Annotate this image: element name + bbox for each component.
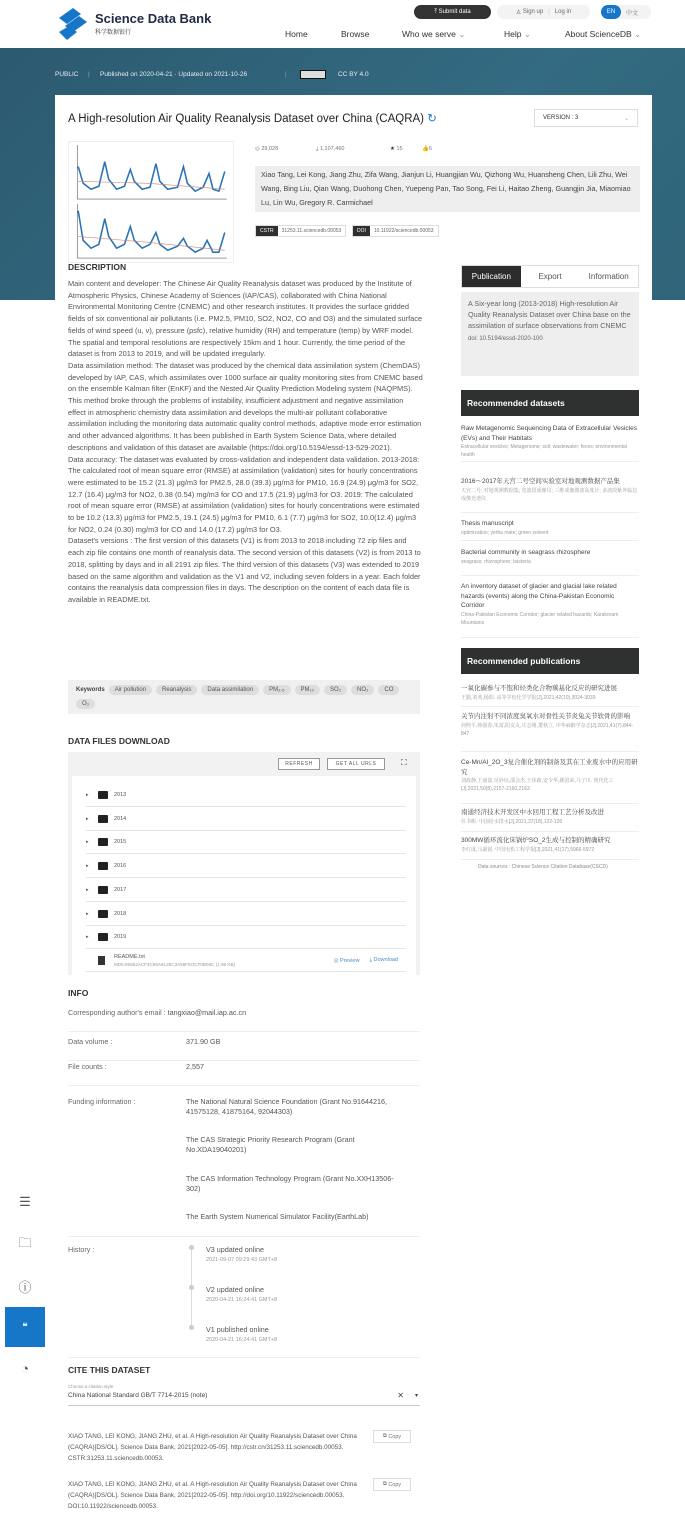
recommended-dataset[interactable] [461, 519, 639, 541]
file-browser [68, 752, 420, 975]
item-tags: Extracellular vesicles; Metagenome; soil; wastewater; feces; environmental health [461, 444, 627, 458]
side-nav-description[interactable] [5, 1182, 45, 1222]
info-icon: ⓘ [18, 1279, 32, 1295]
login-link[interactable]: Log in [554, 9, 572, 15]
item-title: An inventory dataset of glacier and glacial lake related hazards (events) along the China-Pakistan Economic Corridor [461, 583, 617, 609]
side-nav-stats[interactable] [5, 1348, 45, 1388]
file-icon [98, 956, 105, 965]
keyword-tag[interactable]: CO [378, 685, 399, 695]
star-count: 15 [396, 146, 403, 152]
user-icon: ♙ [515, 9, 523, 16]
copy-button[interactable] [373, 1478, 411, 1491]
logo-subtitle: 科学数据银行 [95, 30, 132, 36]
history-row [68, 1245, 420, 1358]
history-time: 2020-04-21 16:24:41 GMT+8 [206, 1337, 278, 1343]
dataset-title [68, 111, 437, 125]
expand-caret-icon[interactable]: ▸ [86, 792, 89, 798]
item-title: Raw Metagenomic Sequencing Data of Extracellular Vesicles (EVs) and Their Habitats [461, 425, 637, 442]
keywords-label: Keywords [76, 686, 105, 693]
clear-icon[interactable]: ✕ [397, 1391, 404, 1400]
folder-icon [98, 815, 108, 823]
fullscreen-icon[interactable]: ⛶ [401, 758, 407, 767]
refresh-icon[interactable]: ↻ [427, 113, 437, 125]
folder-icon [98, 910, 108, 918]
recommended-publications-heading: Recommended publications [461, 648, 639, 674]
funding-item: The National Natural Science Foundation (Grant No.91644216, 41575128, 41875164, 92044303) [186, 1097, 387, 1116]
folder-icon: 🗀 [18, 1235, 32, 1250]
tab-information[interactable]: Information [588, 272, 629, 281]
item-title: 一氧化碳参与不饱和烃类化合物羰基化反应的研究进展 [461, 685, 617, 692]
citation-style-select[interactable] [68, 1392, 420, 1406]
dataset-thumbnail [68, 141, 234, 263]
nav-browse[interactable]: Browse [341, 29, 370, 39]
downloads-stat [316, 146, 344, 153]
divider: | [285, 71, 287, 78]
timeline-dot [189, 1245, 194, 1250]
volume-row [68, 1037, 420, 1061]
recommended-datasets-heading: Recommended datasets [461, 390, 639, 416]
item-title: 关节内注射不同浓度臭氧水对骨性关节炎兔关节软骨的影响 [461, 713, 630, 720]
copy-label: Copy [388, 1481, 402, 1488]
email-label: Corresponding author's email : [68, 1008, 166, 1017]
nav-who-we-serve[interactable] [402, 29, 465, 40]
item-title: 300MW循环流化床锅炉SO_2生成与控制的精确研究 [461, 837, 611, 844]
folder-row[interactable] [86, 903, 406, 926]
timeline-dot [189, 1325, 194, 1330]
keyword-tag[interactable]: Data assimilation [201, 685, 259, 695]
chevron-down-icon: ⌄ [623, 116, 629, 122]
logo-text[interactable]: Science Data Bank [95, 11, 212, 26]
timeline-dot [189, 1285, 194, 1290]
description-heading: DESCRIPTION [68, 262, 127, 272]
caret-down-icon[interactable]: ▾ [414, 1393, 418, 1399]
chevron-down-icon: ⌄ [521, 29, 531, 39]
eye-icon: ◎ [255, 146, 262, 152]
preview-label: Preview [340, 957, 360, 964]
folder-icon [98, 791, 108, 799]
publication-title[interactable]: A Six-year long (2013-2018) High-resolution Air Quality Reanalysis Dataset over China base on the assimilation of surface observations from CNEMC [468, 299, 631, 330]
count-label: File counts : [68, 1062, 107, 1071]
citation-style-label: Choose a citation style [68, 1384, 114, 1389]
downloads-count: 1,107,460 [319, 146, 345, 152]
keyword-tag[interactable]: SO₂ [324, 685, 347, 695]
right-tabs [461, 265, 639, 288]
description-paragraph: Dataset's versions : The first version of this datasets (V1) is from 2013 to 2018 including 72 zip files and each zip file contains one month of reanalysis data. The second version of this datasets (V2) is from 2013 to 2018, splitting by days and in all 2191 zip files. The third version of this datasets (V3) was extended to 2019 based on the same algorithm and validation as the V1 and V2, including seven folders in a year. Each folder contains the reanalysis data compression files in days. The description on the content of each data file is available in README.txt. [68, 536, 421, 604]
expand-caret-icon[interactable]: ▸ [86, 887, 89, 893]
access-status: PUBLIC [55, 71, 79, 78]
side-nav-info[interactable] [5, 1266, 45, 1306]
language-switch [601, 5, 651, 19]
funding-item: The CAS Information Technology Program (Grant No.XXH13506-302) [186, 1174, 394, 1193]
expand-caret-icon[interactable]: ▸ [86, 911, 89, 917]
history-label: History : [68, 1245, 95, 1254]
folder-name: 2019 [114, 934, 127, 940]
nav-home[interactable]: Home [285, 29, 308, 39]
folder-row[interactable] [86, 926, 406, 949]
thumbs-up-icon: 👍 [422, 146, 429, 152]
recommended-publication[interactable] [461, 712, 639, 752]
volume-value: 371.90 GB [186, 1037, 221, 1046]
description-paragraph: Data accuracy: The dataset was evaluated by cross-validation and independent data validation. 2013-2018: The calculated root of mean square error (RMSE) at assimilation (validation) sites for hourly concentrations were estimated to be 15.2 (21.3) μg/m3 for PM2.5, 28.0 (39.3) μg/m3 for PM10, 16.9 (24.9) μg/m3 for SO2, 12.7 (16.4) μg/m3 for NO2, 0.38 (0.54) mg/m3 for CO and 17.5 (21.9) μg/m3 for O3. 2019: The calculated root of mean square error (RMSE) at assimilation (validation) sites for hourly concentrations were estimated to be 10.2 (13.3) μg/m3 for PM2.5, 19.1 (24.5) μg/m3 for PM10, 6.1 (7.7) μg/m3 for SO2, 10.0(12.4) μg/m3 for NO2, 0.24 (0.30) mg/m3 for CO and 14.0 (17.2) μg/m3 for O3. [68, 454, 420, 534]
author-list[interactable]: Xiao Tang, Lei Kong, Jiang Zhu, Zifa Wang, Jianjun Li, Huangjian Wu, Qizhong Wu, Huansheng Chen, Lili Zhu, Wei Wang, Bing Liu, Qian Wang, Duohong Chen, Yuepeng Pan, Tao Song, Fei Li, Haitao Zheng, Guangjin Jia, Miaomiao Lu, Lin Wu, Gregory R. Carmichael [255, 166, 640, 212]
keyword-tag[interactable]: Reanalysis [156, 685, 197, 695]
history-time: 2020-04-21 16:24:41 GMT+8 [206, 1297, 278, 1303]
upload-icon: ⤒ [434, 8, 439, 15]
side-nav-files[interactable] [5, 1225, 45, 1265]
recommended-publication[interactable] [461, 836, 639, 860]
count-row [68, 1062, 420, 1086]
folder-icon [98, 862, 108, 870]
cstr-badge[interactable] [255, 225, 346, 237]
like-count: 6 [428, 146, 432, 152]
license-label[interactable]: CC BY 4.0 [338, 71, 369, 78]
folder-icon [98, 838, 108, 846]
expand-caret-icon[interactable]: ▸ [86, 839, 89, 845]
nav-about[interactable] [565, 29, 641, 40]
folder-name: 2016 [114, 863, 127, 869]
download-link[interactable]: ⤓ Download [369, 957, 398, 963]
volume-label: Data volume : [68, 1037, 113, 1046]
get-all-urls-button[interactable]: GET ALL URLS [327, 758, 385, 770]
recommended-publication[interactable] [461, 758, 639, 804]
pie-chart-icon: ◔ [21, 1360, 29, 1376]
item-tags: optimization; yerba mate; green solvent [461, 529, 549, 536]
count-value: 2,557 [186, 1062, 204, 1071]
like-button[interactable] [422, 146, 432, 152]
folder-icon [98, 933, 108, 941]
history-item [190, 1325, 277, 1343]
folder-row[interactable] [86, 784, 406, 807]
description-text [68, 278, 423, 606]
citation-style-value: China National Standard GB/T 7714-2015 (note) [68, 1392, 208, 1399]
doi-label: DOI [353, 226, 370, 236]
item-tags: 天宫二号; 对地观测数据集; 宽波段成像仪; 三维成像微波高度计; 多波段紫外临边成像光谱仪 [461, 487, 638, 502]
submit-data-button[interactable] [414, 5, 491, 19]
file-toolbar [68, 752, 420, 776]
item-title: 南通经济技术开发区中水回用工程工艺分析及改进 [461, 809, 604, 816]
recommended-dataset[interactable] [461, 548, 639, 576]
publish-dates: Published on 2020-04-21 · Updated on 2021-10-26 [100, 71, 248, 78]
recommended-dataset[interactable] [461, 477, 639, 513]
folder-row[interactable] [86, 808, 406, 831]
keyword-tag[interactable]: NO₂ [351, 685, 374, 695]
copy-icon: ⧉ [382, 1481, 389, 1487]
lang-en[interactable]: EN [601, 5, 621, 19]
version-select[interactable] [534, 109, 638, 127]
folder-row[interactable] [86, 855, 406, 878]
history-title: V3 updated online [206, 1245, 264, 1254]
quote-icon: ❝ [22, 1321, 28, 1333]
file-list [72, 776, 416, 975]
history-item [190, 1245, 277, 1263]
lang-zh[interactable]: 中文 [626, 10, 639, 17]
description-paragraph: Main content and developer: The Chinese Air Quality Reanalysis dataset was produced by the Institute of Atmospheric Physics, Chinese Academy of Sciences (IAP/CAS), collaborated with China National Environmental Monitoring Centre (CNEMC) and other research institutes. It provides the surface gridded fields of six conventional air pollutants (i.e. PM2.5, PM10, SO2, NO2, CO and O3) and the simulated surface fields of wind speed (u, v), pressure (psfc), relative humidity (RH) and temperature (temp) by WRF model. The spatial and temporal resolutions are respectively 15km and 1 hour. Currently, the time period of the dataset is from 2013 to 2019, and will be updated irregularly. [68, 279, 423, 359]
nav-label: Help [504, 29, 522, 39]
expand-caret-icon[interactable]: ▸ [86, 934, 89, 940]
chevron-down-icon: ⌄ [631, 29, 642, 39]
info-heading: INFO [68, 988, 89, 998]
star-button[interactable] [390, 146, 403, 152]
copy-label: Copy [388, 1433, 402, 1440]
folder-name: 2017 [114, 887, 127, 893]
tab-export[interactable]: Export [538, 272, 562, 281]
recommended-publication[interactable] [461, 684, 639, 707]
funding-item: The Earth System Numerical Simulator Facility(EarthLab) [186, 1212, 369, 1221]
description-paragraph: Data assimilation method: The dataset was produced by the chemical data assimilation system (ChemDAS) developed by IAP, CAS, which assimilates over 1000 surface air quality monitoring sites from CNEMC based on the ensemble Kalman filter (EnKF) and the Nested Air Quality Prediction Modeling system (NAQPMS). This method broke through the problems of instability, insufficient adjustment and negative assimilation effect in atmospheric chemistry data assimilation and develops the multi-air pollutant collaborative assimilation including the monitoring data automatic quality control methods, adaptive mode error estimation and other advanced algorithms. It has been published in Earth System Science Data, where detailed descriptions and validation of this dataset are available (https://doi.org/10.5194/essd-13-529-2021). [68, 360, 423, 452]
file-name: README.txt [114, 953, 145, 960]
nav-label: Who we serve [402, 29, 456, 39]
cc-license-icon[interactable] [300, 70, 326, 79]
folder-name: 2014 [114, 816, 127, 822]
citation-text: XIAO TANG, LEI KONG, JIANG ZHU, et al. A High-resolution Air Quality Reanalysis Dataset over China (CAQRA)[DS/OL]. Science Data Bank, 2021[2022-05-05]. http://cstr.cn/31253.11.sciencedb.00053. CSTR:31253.11.sciencedb.00053. [68, 1433, 357, 1462]
history-item [190, 1285, 277, 1303]
keyword-tag[interactable]: O₃ [76, 699, 95, 709]
download-icon: ⤓ [316, 146, 320, 152]
version-value: VERSION : 3 [543, 115, 579, 121]
file-row [86, 950, 406, 972]
item-tags: seagrass; rhizosphere; bacteria [461, 558, 531, 565]
folder-name: 2015 [114, 839, 127, 845]
folder-icon [98, 886, 108, 894]
doi-value: 10.11922/sciencedb.00053 [373, 228, 434, 234]
item-source: 何煦平,韩强春,朱富,阳友丸,庄志刚,董秋立. 中华麻醉学杂志[J],2021,41(7),844-847 [461, 722, 633, 737]
email-row [68, 1008, 420, 1032]
list-icon: ☰ [19, 1194, 31, 1209]
cite-heading: CITE THIS DATASET [68, 1365, 151, 1375]
folder-name: 2018 [114, 911, 127, 917]
item-tags: China-Pakistan Economic Corridor; glacier related hazards; Karakoram Mountains [461, 611, 619, 626]
folder-row[interactable] [86, 879, 406, 902]
nav-label: About ScienceDB [565, 29, 632, 39]
logo-icon [55, 6, 91, 42]
copy-button[interactable] [373, 1430, 411, 1443]
history-title: V1 published online [206, 1325, 269, 1334]
item-source: 李红成,马豪圆. 中国电机工程学报[J],2021,41(17),5966-5972 [461, 846, 595, 853]
tab-publication[interactable]: Publication [462, 266, 521, 287]
download-label: Download [373, 957, 398, 963]
views-count: 29,028 [261, 146, 279, 152]
funding-row [68, 1097, 420, 1237]
nav-help[interactable] [504, 29, 531, 40]
doi-badge[interactable] [352, 225, 439, 237]
keyword-tag[interactable]: Air pollution [109, 685, 152, 695]
item-title: 2016～2017年天宫二号空间实验室对地观测数据产品集 [461, 478, 620, 485]
funding-label: Funding information : [68, 1097, 136, 1106]
email-value[interactable]: tangxiao@mail.iap.ac.cn [167, 1008, 247, 1017]
keyword-tag[interactable]: PM₂.₅ [263, 685, 290, 695]
history-title: V2 updated online [206, 1285, 264, 1294]
funding-item: The CAS Strategic Priority Research Program (Grant No.XDA19040201) [186, 1135, 355, 1154]
data-source-note: Data sources : Chinese Science Citation Database(CSCD) [478, 864, 608, 870]
top-header [0, 0, 685, 48]
divider: | [88, 71, 90, 78]
item-source: 刘政静,王丽嘉,吴妙玩,邵会杰,王伟森,安少华,姚国荣,马子川. 现代化工[J],2021,50(8),2157-2160,2163 [461, 778, 614, 792]
signup-link[interactable]: Sign up [522, 9, 544, 15]
item-title: Thesis manuscript [461, 520, 514, 527]
folder-name: 2013 [114, 792, 127, 798]
keyword-tag[interactable]: PM₁₀ [295, 685, 321, 695]
file-md5: MD5:65852ACF3C65A8128C3A56F5OCF0B08C (1.98 KB) [114, 961, 236, 967]
side-nav-cite[interactable] [5, 1307, 45, 1347]
expand-caret-icon[interactable]: ▸ [86, 863, 89, 869]
auth-links: ♙ Sign up | Log in [497, 5, 590, 19]
citation-text: XIAO TANG, LEI KONG, JIANG ZHU, et al. A High-resolution Air Quality Reanalysis Dataset over China (CAQRA)[DS/OL]. Science Data Bank, 2021[2022-05-05]. http://doi.org/10.11922/sciencedb.00053. DOI:10.11922/sciencedb.00053. [68, 1481, 357, 1510]
publication-doi[interactable]: doi: 10.5194/essd-2020-100 [468, 336, 543, 342]
views-stat [255, 146, 278, 152]
cstr-value: 31253.11.sciencedb.00053 [281, 228, 342, 234]
recommended-dataset[interactable] [461, 582, 639, 638]
recommended-dataset[interactable] [461, 424, 639, 462]
title-text: A High-resolution Air Quality Reanalysis Dataset over China (CAQRA) [68, 113, 425, 125]
item-source: 任书彬. 中国给水排水[J],2021,37(18),122-126 [461, 818, 563, 825]
copy-icon: ⧉ [382, 1433, 389, 1439]
cstr-label: CSTR [256, 226, 278, 236]
keywords-box [68, 680, 420, 714]
recommended-publication[interactable] [461, 808, 639, 832]
expand-caret-icon[interactable]: ▸ [86, 816, 89, 822]
item-title: Bacterial community in seagrass rhizosphere [461, 549, 591, 556]
publication-box [461, 292, 639, 376]
preview-link[interactable]: ◎ Preview [333, 957, 360, 964]
chevron-down-icon: ⌄ [455, 29, 466, 39]
star-icon: ★ [390, 146, 397, 152]
submit-label: Submit data [438, 9, 471, 15]
item-title: Ce-Mn/Al_2O_3复合催化剂的制备及其在工业废水中的应用研究 [461, 759, 638, 776]
history-time: 2021-09-07 09:29:43 GMT+8 [206, 1257, 278, 1263]
folder-row[interactable] [86, 831, 406, 854]
files-heading: DATA FILES DOWNLOAD [68, 736, 170, 746]
refresh-button[interactable]: REFRESH [278, 758, 320, 770]
item-source: 王勤,刘欢,杨阳. 高等学校化学学报[J],2021,42(10),3024-3039 [461, 694, 596, 701]
